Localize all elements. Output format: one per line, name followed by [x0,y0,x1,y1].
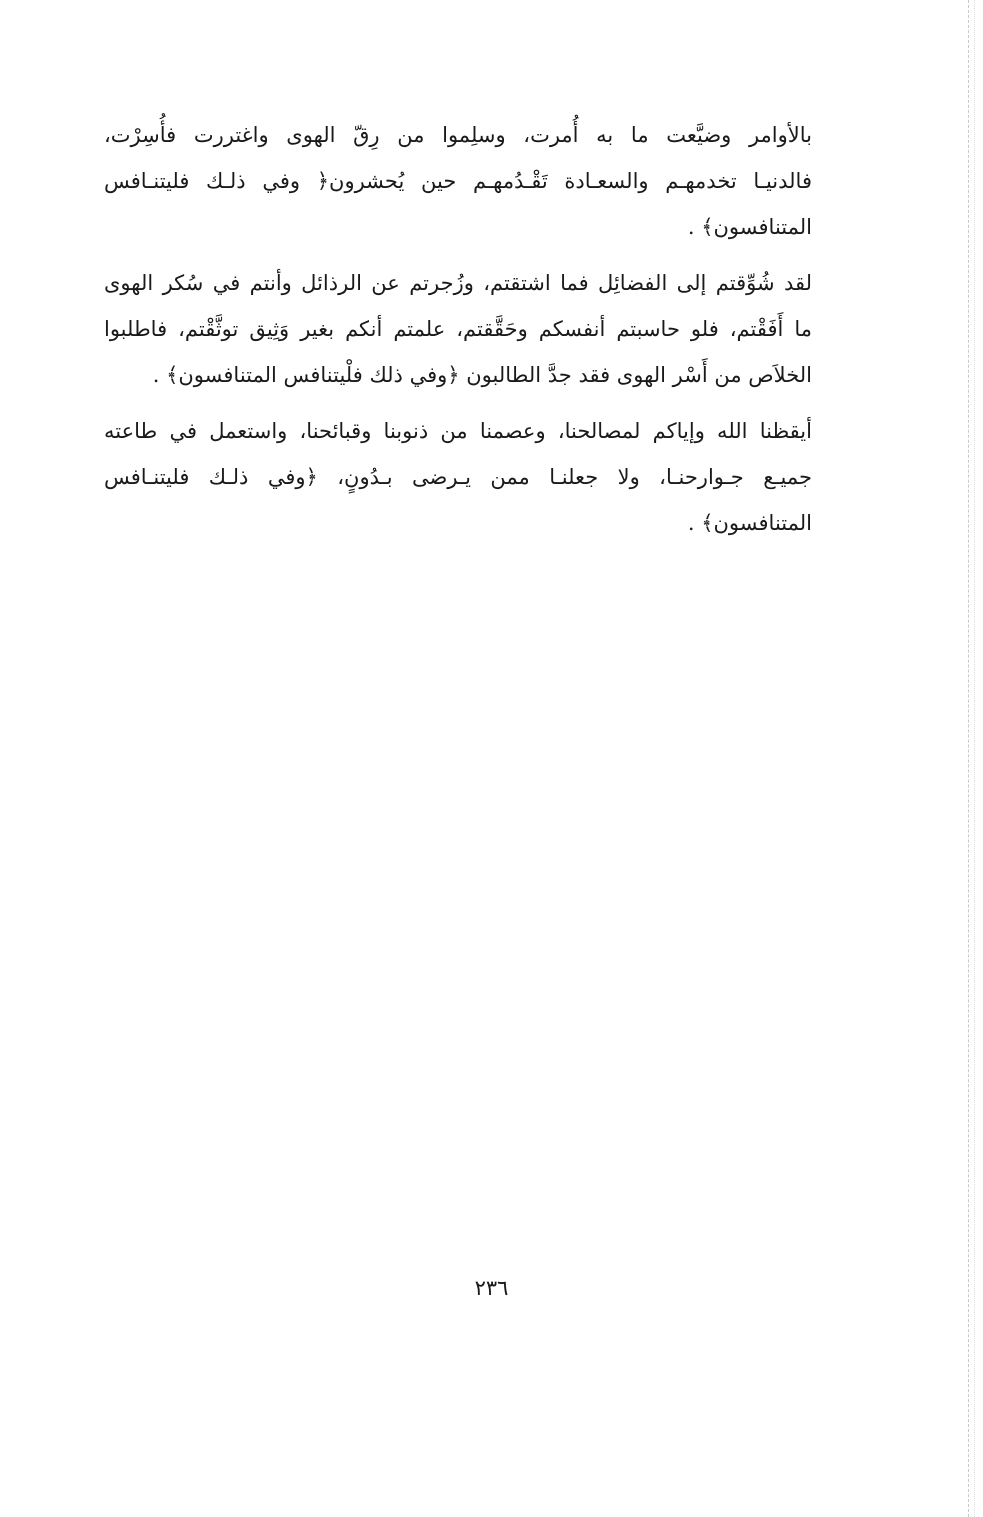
paragraph [104,408,812,546]
text-line: لقد شُوِّقتم إلى الفضائِل فما اشتقتم، وزُجرتم عن الرذائل وأنتم في سُكر الهوى [104,271,812,295]
text-line: بالأوامر وضيَّعت ما به أُمرت، وسلِموا من رِقّ الهوى واغتررت فأُسِرْت، [104,123,812,147]
text-line: الخلاَص من أَسْر الهوى فقد جدَّ الطالبون ﴿وفي ذلك فلْيتنافس المتنافسون﴾ . [152,363,812,387]
text-line: جميـع جـوارحنـا، ولا جعلنـا ممن يـرضى بـدُونٍ، ﴿وفي ذلـك فليتنـافس [104,465,812,489]
text-line: ما أَفَقْتم، فلو حاسبتم أنفسكم وحَقَّقتم، علمتم أنكم بغير وَثِيق توثَّقْتم، فاطلبوا [104,317,812,341]
paragraph [104,112,812,250]
text-line: المتنافسون﴾ . [687,215,812,239]
paragraph [104,260,812,398]
text-line: أيقظنا الله وإياكم لمصالحنا، وعصمنا من ذنوبنا وقبائحنا، واستعمل في طاعته [104,419,812,443]
body-text [104,112,812,556]
text-line: المتنافسون﴾ . [687,511,812,535]
text-line: فالدنيـا تخدمهـم والسعـادة تَقْـدُمهـم حين يُحشرون﴿ وفي ذلـك فليتنـافس [104,169,812,193]
page-number: ٢٣٦ [474,1276,509,1300]
